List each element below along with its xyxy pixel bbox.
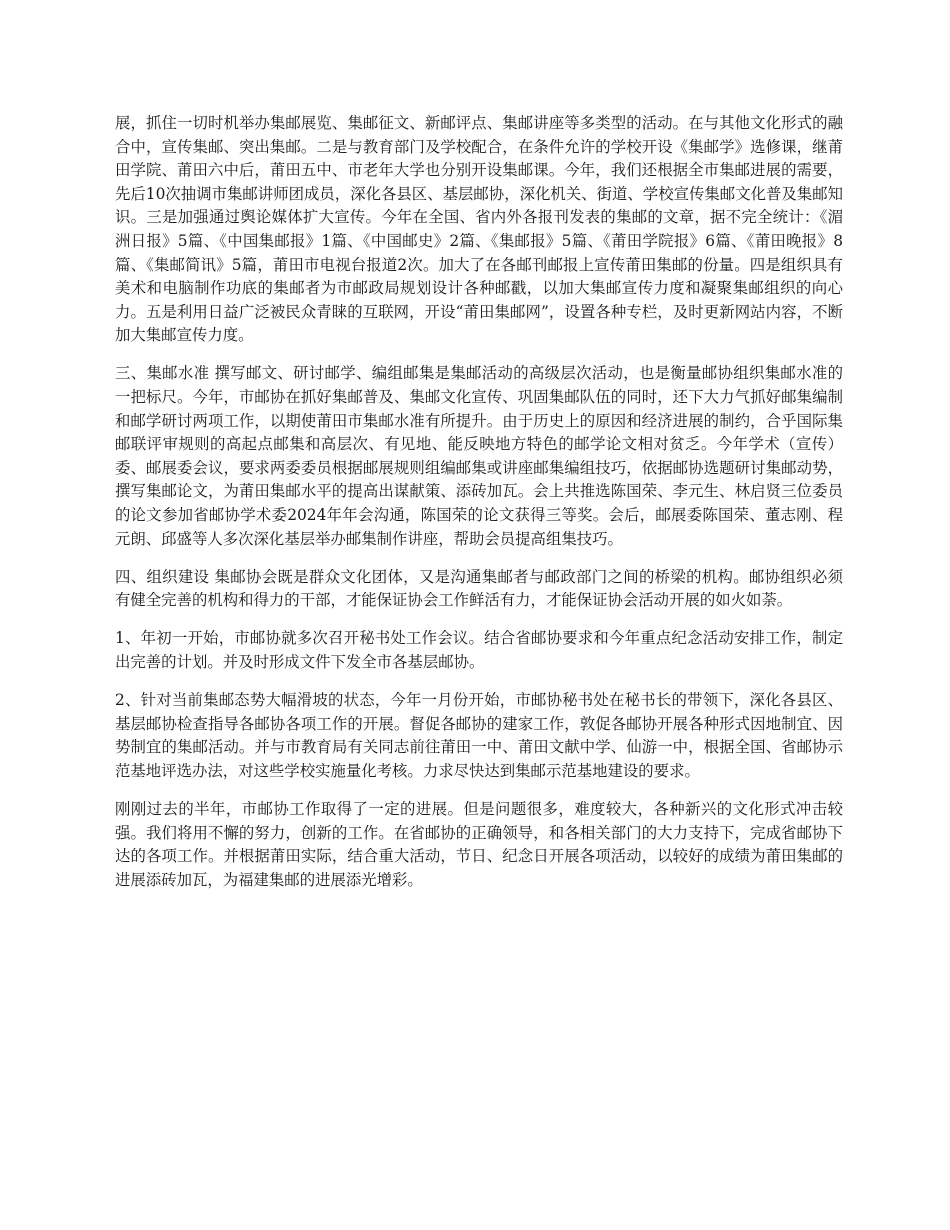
document-body (115, 112, 843, 907)
paragraph-item-1: 1、年初一开始，市邮协就多次召开秘书处工作会议。结合省邮协要求和今年重点纪念活动安排工作，制定出完善的计划。并及时形成文件下发全市各基层邮协。 (115, 629, 843, 671)
paragraph-publicity: 展，抓住一切时机举办集邮展览、集邮征文、新邮评点、集邮讲座等多类型的活动。在与其他文化形式的融合中，宣传集邮、突出集邮。二是与教育部门及学校配合，在条件允许的学校开设《集邮学》选修课，继莆田学院、莆田六中后，莆田五中、市老年大学也分别开设集邮课。今年，我们还根据全市集邮进展的需要，先后10次抽调市集邮讲师团成员，深化各县区、基层邮协，深化机关、街道、学校宣传集邮文化普及集邮知识。三是加强通过舆论媒体扩大宣传。今年在全国、省内外各报刊发表的集邮的文章，据不完全统计：《湄洲日报》5篇、《中国集邮报》1篇、《中国邮史》2篇、《集邮报》5篇、《莆田学院报》6篇、《莆田晚报》8篇、《集邮简讯》5篇，莆田市电视台报道2次。加大了在各邮刊邮报上宣传莆田集邮的份量。四是组织具有美术和电脑制作功底的集邮者为市邮政局规划设计各种邮戳，以加大集邮宣传力度和凝聚集邮组织的向心力。五是利用日益广泛被民众青睐的互联网，开设“莆田集邮网”，设置各种专栏，及时更新网站内容，不断加大集邮宣传力度。 (115, 114, 843, 345)
paragraph-philatelic-level: 三、集邮水准 撰写邮文、研讨邮学、编组邮集是集邮活动的高级层次活动，也是衡量邮协组织集邮水准的一把标尺。今年，市邮协在抓好集邮普及、集邮文化宣传、巩固集邮队伍的同时，还下大力气抓好邮集编制和邮学研讨两项工作，以期使莆田市集邮水准有所提升。由于历史上的原因和经济进展的制约，合乎国际集邮联评审规则的高起点邮集和高层次、有见地、能反映地方特色的邮学论文相对贫乏。今年学术（宣传）委、邮展委会议，要求两委委员根据邮展规则组编邮集或讲座邮集编组技巧，依据邮协选题研讨集邮动势，撰写集邮论文，为莆田集邮水平的提高出谋献策、添砖加瓦。会上共推选陈国荣、李元生、林启贤三位委员的论文参加省邮协学术委2024年年会沟通，陈国荣的论文获得三等奖。会后，邮展委陈国荣、董志刚、程元朗、邱盛等人多次深化基层举办邮集制作讲座，帮助会员提高组集技巧。 (115, 364, 843, 548)
paragraph-organization: 四、组织建设 集邮协会既是群众文化团体，又是沟通集邮者与邮政部门之间的桥梁的机构。邮协组织必须有健全完善的机构和得力的干部，才能保证协会工作鲜活有力，才能保证协会活动开展的如火如荼。 (115, 567, 843, 610)
paragraph-conclusion: 刚刚过去的半年，市邮协工作取得了一定的进展。但是问题很多，难度较大，各种新兴的文化形式冲击较强。我们将用不懈的努力，创新的工作。在省邮协的正确领导，和各相关部门的大力支持下，完成省邮协下达的各项工作。并根据莆田实际，结合重大活动，节日、纪念日开展各项活动，以较好的成绩为莆田集邮的进展添砖加瓦，为福建集邮的进展添光增彩。 (115, 799, 843, 889)
paragraph-item-2: 2、针对当前集邮态势大幅滑坡的状态，今年一月份开始，市邮协秘书处在秘书长的带领下，深化各县区、基层邮协检查指导各邮协各项工作的开展。督促各邮协的建家工作，敦促各邮协开展各种形式因地制宜、因势制宜的集邮活动。并与市教育局有关同志前往莆田一中、莆田文献中学、仙游一中，根据全国、省邮协示范基地评选办法，对这些学校实施量化考核。力求尽快达到集邮示范基地建设的要求。 (115, 691, 843, 780)
